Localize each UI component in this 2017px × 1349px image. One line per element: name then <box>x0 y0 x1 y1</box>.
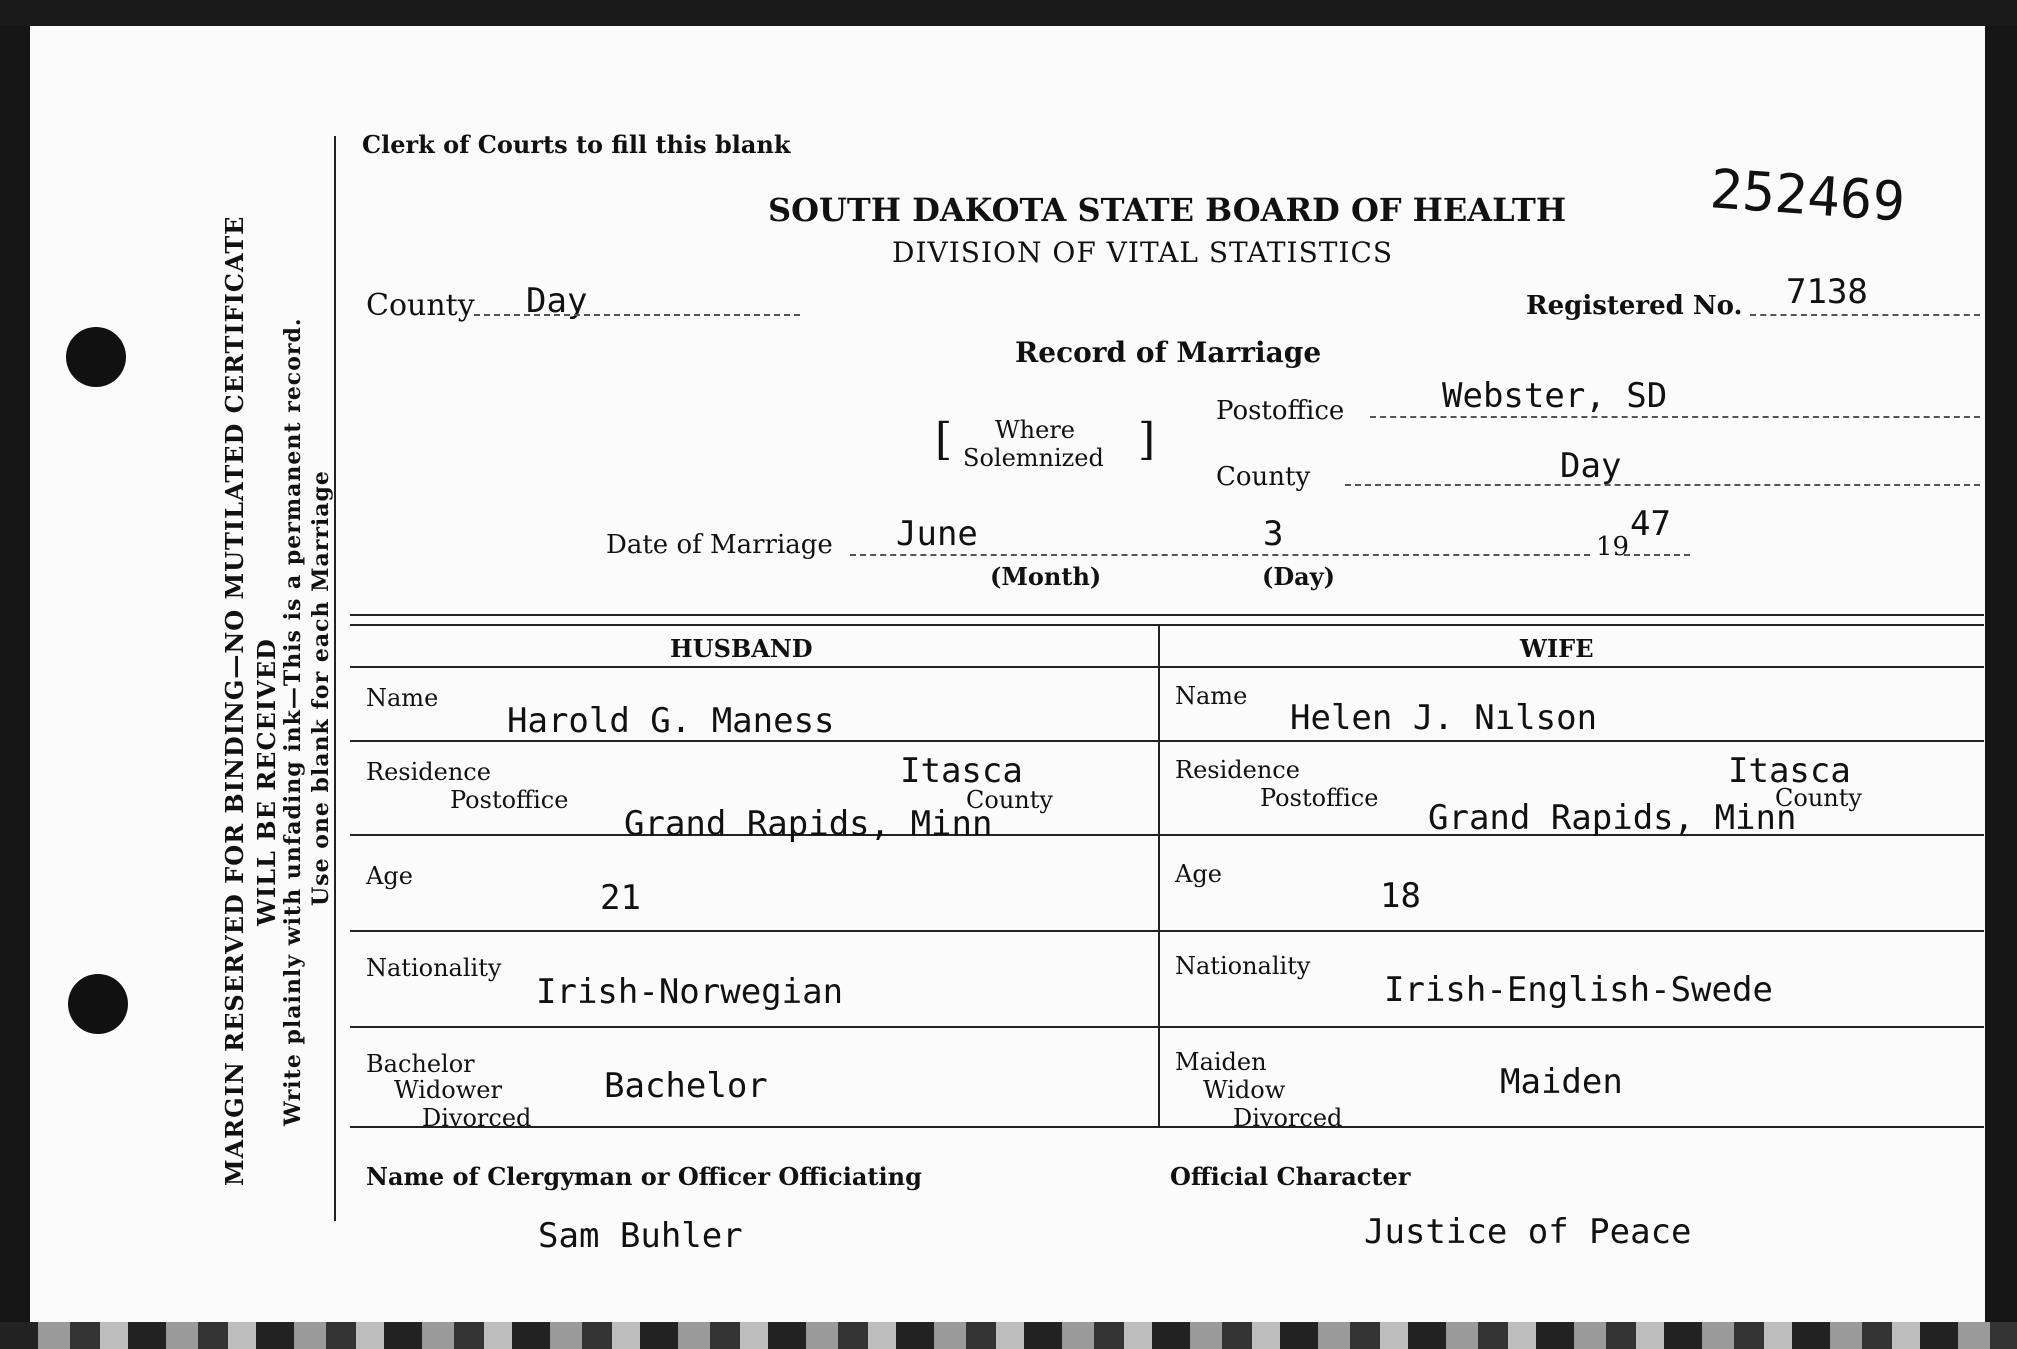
date-day: 3 <box>1263 514 1284 554</box>
margin-notice-line1: MARGIN RESERVED FOR BINDING—NO MUTILATED CERTIFICATE <box>220 215 249 1186</box>
postoffice-line <box>1370 416 1980 418</box>
table-rule-age <box>350 930 1984 932</box>
marriage-record-card <box>30 26 1985 1322</box>
husband-status-label-bachelor: Bachelor <box>366 1050 475 1078</box>
table-rule-heading <box>350 666 1984 668</box>
officiant-name: Sam Buhler <box>538 1216 743 1256</box>
margin-notice-line2: WILL BE RECEIVED <box>252 638 281 926</box>
wife-age: 18 <box>1380 876 1421 916</box>
solemnized-county-value: Day <box>1560 446 1622 486</box>
month-caption: (Month) <box>990 562 1102 591</box>
husband-status: Bachelor <box>604 1066 768 1106</box>
wife-nationality: Irish-English-Swede <box>1384 970 1773 1010</box>
county-value: Day <box>526 281 588 321</box>
registered-line <box>1750 314 1980 316</box>
date-century: 19 <box>1596 532 1630 562</box>
binder-hole-top <box>66 327 126 387</box>
husband-status-label-divorced: Divorced <box>422 1104 532 1132</box>
margin-notice-line4: Use one blank for each Marriage <box>308 470 334 906</box>
husband-county-label: County <box>966 786 1053 814</box>
wife-name-label: Name <box>1175 682 1248 710</box>
husband-age-label: Age <box>366 862 413 890</box>
table-rule-nationality <box>350 1026 1984 1028</box>
date-label: Date of Marriage <box>606 530 833 560</box>
county-line <box>474 314 800 316</box>
solemnized-county-line <box>1345 484 1980 486</box>
day-caption: (Day) <box>1262 562 1336 591</box>
date-line <box>850 554 1590 556</box>
margin-notice-line3: Write plainly with unfading ink—This is a permanent record. <box>280 317 306 1126</box>
table-rule-top2 <box>350 624 1984 626</box>
husband-name: Harold G. Maness <box>507 701 835 741</box>
wife-status: Maiden <box>1500 1062 1623 1102</box>
official-character-label: Official Character <box>1170 1162 1411 1191</box>
husband-postoffice-label: Postoffice <box>450 786 569 814</box>
board-title: SOUTH DAKOTA STATE BOARD OF HEALTH <box>768 191 1567 229</box>
official-character: Justice of Peace <box>1364 1212 1692 1252</box>
division-title: DIVISION OF VITAL STATISTICS <box>892 236 1394 269</box>
husband-county: Itasca <box>900 751 1023 791</box>
husband-status-label-widower: Widower <box>394 1076 502 1104</box>
wife-status-label-divorced: Divorced <box>1233 1104 1343 1132</box>
wife-heading: WIFE <box>1520 634 1594 663</box>
table-center-divider <box>1158 626 1160 1126</box>
husband-age: 21 <box>600 878 641 918</box>
wife-residence-label: Residence <box>1175 756 1300 784</box>
wife-status-label-maiden: Maiden <box>1175 1048 1267 1076</box>
husband-postoffice: Grand Rapids, Minn <box>624 804 993 844</box>
wife-nationality-label: Nationality <box>1175 952 1311 980</box>
margin-rule <box>334 136 336 1221</box>
where-label: Where <box>995 416 1076 444</box>
husband-nationality-label: Nationality <box>366 954 502 982</box>
clerk-note: Clerk of Courts to fill this blank <box>362 130 791 159</box>
husband-heading: HUSBAND <box>670 634 813 663</box>
solemnized-county-label: County <box>1216 462 1311 492</box>
date-month: June <box>896 514 978 554</box>
table-rule-top1 <box>350 614 1984 616</box>
registered-value: 7138 <box>1786 272 1868 312</box>
table-rule-status <box>350 1126 1984 1128</box>
postoffice-label: Postoffice <box>1216 396 1345 426</box>
certificate-number: 252469 <box>1708 157 1908 234</box>
postoffice-value: Webster, SD <box>1442 376 1668 416</box>
scan-bottom-edge <box>0 1322 2017 1349</box>
husband-name-label: Name <box>366 684 439 712</box>
husband-nationality: Irish-Norwegian <box>536 972 844 1012</box>
wife-status-label-widow: Widow <box>1203 1076 1286 1104</box>
bracket-left: [ <box>935 414 953 465</box>
officiant-name-label: Name of Clergyman or Officer Officiating <box>366 1162 922 1191</box>
wife-postoffice-label: Postoffice <box>1260 784 1379 812</box>
year-line <box>1624 554 1690 556</box>
record-title: Record of Marriage <box>1015 336 1322 369</box>
county-label: County <box>366 288 475 323</box>
scan-top-edge <box>0 0 2017 26</box>
binder-hole-bottom <box>68 974 128 1034</box>
wife-county: Itasca <box>1728 751 1851 791</box>
date-year: 47 <box>1630 504 1671 544</box>
wife-name: Helen J. Nılson <box>1290 698 1598 738</box>
registered-label: Registered No. <box>1526 291 1743 321</box>
husband-residence-label: Residence <box>366 758 491 786</box>
wife-age-label: Age <box>1175 860 1222 888</box>
solemnized-label: Solemnized <box>963 444 1104 472</box>
wife-postoffice: Grand Rapids, Minn <box>1428 798 1797 838</box>
bracket-right: ] <box>1138 414 1156 465</box>
wife-county-label: County <box>1775 784 1862 812</box>
